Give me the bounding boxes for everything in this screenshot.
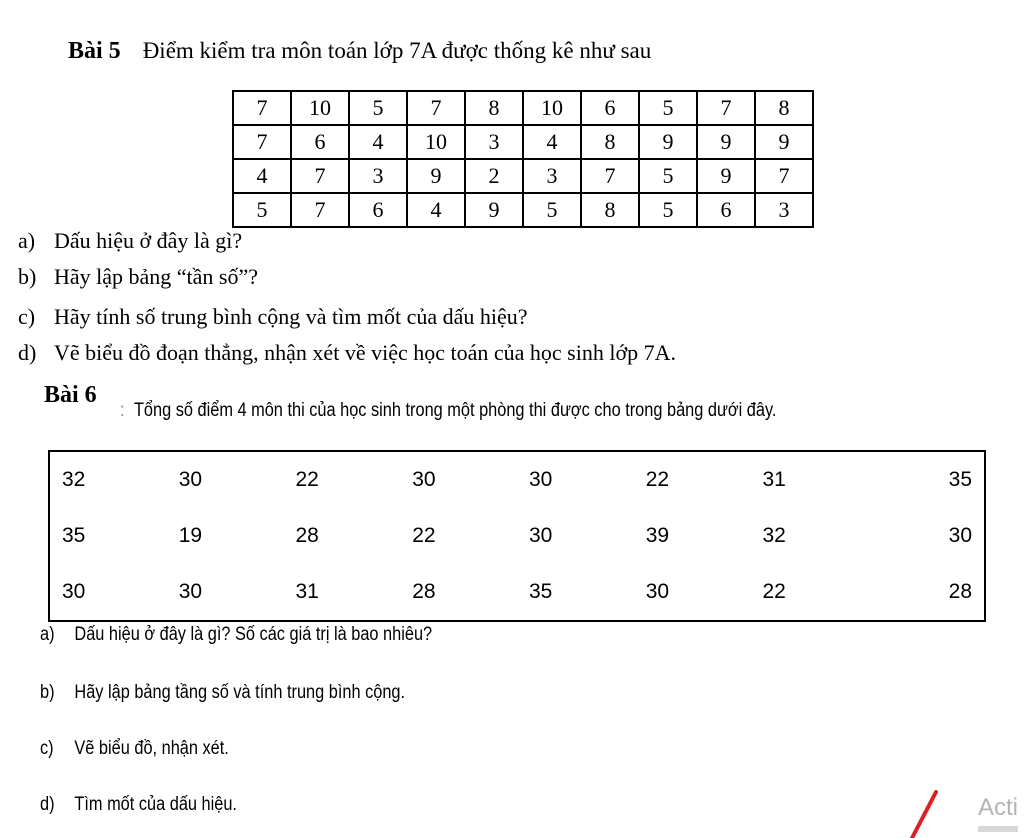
table-cell: 7 xyxy=(233,125,291,159)
table-cell: 30 xyxy=(412,468,436,491)
table-cell: 5 xyxy=(523,193,581,227)
table-cell: 31 xyxy=(295,580,319,603)
table-cell: 30 xyxy=(948,524,972,547)
table-cell: 28 xyxy=(948,580,972,603)
table-cell: 5 xyxy=(639,159,697,193)
bai6-question xyxy=(40,682,405,704)
table-cell: 32 xyxy=(762,524,786,547)
bai5-question xyxy=(18,264,258,290)
question-text: Hãy lập bảng tầng số và tính trung bình cộng. xyxy=(74,682,406,703)
table-cell: 32 xyxy=(62,468,86,491)
bai6-label: Bài 6 xyxy=(44,382,97,408)
table-cell: 35 xyxy=(529,580,553,603)
bai5-question xyxy=(18,228,242,254)
question-label: c) xyxy=(40,738,54,759)
table-cell: 10 xyxy=(291,91,349,125)
question-label: b) xyxy=(40,682,55,703)
bai6-question xyxy=(40,794,237,816)
table-cell: 35 xyxy=(948,468,972,491)
table-cell: 8 xyxy=(465,91,523,125)
table-cell: 28 xyxy=(295,524,319,547)
question-label: d) xyxy=(18,340,37,365)
bai5-statement: Điểm kiểm tra môn toán lớp 7A được thống kê như sau xyxy=(142,38,652,63)
table-cell: 22 xyxy=(645,468,670,491)
table-cell: 30 xyxy=(645,580,670,603)
table-cell: 3 xyxy=(465,125,523,159)
table-cell: 9 xyxy=(639,125,697,159)
table-cell: 7 xyxy=(697,91,755,125)
table-row xyxy=(233,159,813,193)
bai5-heading xyxy=(68,38,651,65)
bai5-question xyxy=(18,304,528,330)
table-cell: 19 xyxy=(178,524,203,547)
table-row xyxy=(233,193,813,227)
table-cell: 10 xyxy=(407,125,465,159)
table-cell: 9 xyxy=(697,125,755,159)
question-label: b) xyxy=(18,264,37,289)
table-cell: 39 xyxy=(645,524,670,547)
table-row xyxy=(50,452,984,508)
table-cell: 8 xyxy=(581,125,639,159)
table-cell: 9 xyxy=(697,159,755,193)
table-cell: 5 xyxy=(349,91,407,125)
activation-watermark: Acti xyxy=(978,794,1019,821)
table-cell: 2 xyxy=(465,159,523,193)
table-cell: 9 xyxy=(755,125,813,159)
question-text: Dấu hiệu ở đây là gì? Số các giá trị là bao nhiêu? xyxy=(74,624,433,645)
table-cell: 9 xyxy=(407,159,465,193)
table-row xyxy=(233,125,813,159)
table-cell: 3 xyxy=(349,159,407,193)
table-cell: 30 xyxy=(529,524,553,547)
question-text: Vẽ biểu đồ, nhận xét. xyxy=(74,738,229,759)
table-cell: 30 xyxy=(178,580,203,603)
table-cell: 7 xyxy=(755,159,813,193)
question-label: a) xyxy=(18,228,36,253)
table-cell: 6 xyxy=(697,193,755,227)
table-cell: 5 xyxy=(639,91,697,125)
table-row xyxy=(233,91,813,125)
question-text: Dấu hiệu ở đây là gì? xyxy=(54,228,243,253)
table-cell: 9 xyxy=(465,193,523,227)
table-cell: 7 xyxy=(407,91,465,125)
question-text: Hãy tính số trung bình cộng và tìm mốt của dấu hiệu? xyxy=(54,304,528,329)
bai6-statement: Tổng số điểm 4 môn thi của học sinh trong một phòng thi được cho trong bảng dưới đây. xyxy=(133,400,777,421)
table-cell: 4 xyxy=(523,125,581,159)
table-cell: 22 xyxy=(412,524,436,547)
bai5-question xyxy=(18,340,676,366)
table-cell: 35 xyxy=(62,524,86,547)
activation-watermark-subline xyxy=(978,826,1018,832)
bai6-question xyxy=(40,624,432,646)
table-cell: 7 xyxy=(233,91,291,125)
question-text: Tìm mốt của dấu hiệu. xyxy=(74,794,237,815)
bai6-score-box xyxy=(48,450,986,622)
bai6-score-table xyxy=(50,452,984,620)
table-cell: 8 xyxy=(755,91,813,125)
question-label: c) xyxy=(18,304,36,329)
question-text: Vẽ biểu đồ đoạn thẳng, nhận xét về việc học toán của học sinh lớp 7A. xyxy=(54,340,676,365)
table-cell: 30 xyxy=(178,468,203,491)
table-row xyxy=(50,564,984,620)
table-cell: 31 xyxy=(762,468,786,491)
bai5-label: Bài 5 xyxy=(68,38,121,64)
table-cell: 28 xyxy=(412,580,436,603)
table-cell: 6 xyxy=(291,125,349,159)
table-cell: 7 xyxy=(291,159,349,193)
table-cell: 3 xyxy=(523,159,581,193)
question-label: d) xyxy=(40,794,55,815)
bai6-colon: : xyxy=(120,400,125,421)
red-pen-mark-icon xyxy=(900,790,950,838)
table-cell: 22 xyxy=(295,468,319,491)
table-cell: 3 xyxy=(755,193,813,227)
table-cell: 5 xyxy=(233,193,291,227)
table-cell: 8 xyxy=(581,193,639,227)
table-cell: 30 xyxy=(529,468,553,491)
table-cell: 4 xyxy=(407,193,465,227)
table-cell: 6 xyxy=(349,193,407,227)
table-cell: 5 xyxy=(639,193,697,227)
bai6-question xyxy=(40,738,229,760)
table-cell: 6 xyxy=(581,91,639,125)
table-cell: 30 xyxy=(62,580,86,603)
table-cell: 7 xyxy=(291,193,349,227)
table-cell: 7 xyxy=(581,159,639,193)
table-cell: 22 xyxy=(762,580,786,603)
bai6-statement-line xyxy=(120,400,776,422)
table-cell: 10 xyxy=(523,91,581,125)
table-cell: 4 xyxy=(349,125,407,159)
question-text: Hãy lập bảng “tần số”? xyxy=(54,264,259,289)
question-label: a) xyxy=(40,624,55,645)
bai5-score-table xyxy=(232,90,814,228)
table-cell: 4 xyxy=(233,159,291,193)
table-row xyxy=(50,508,984,564)
